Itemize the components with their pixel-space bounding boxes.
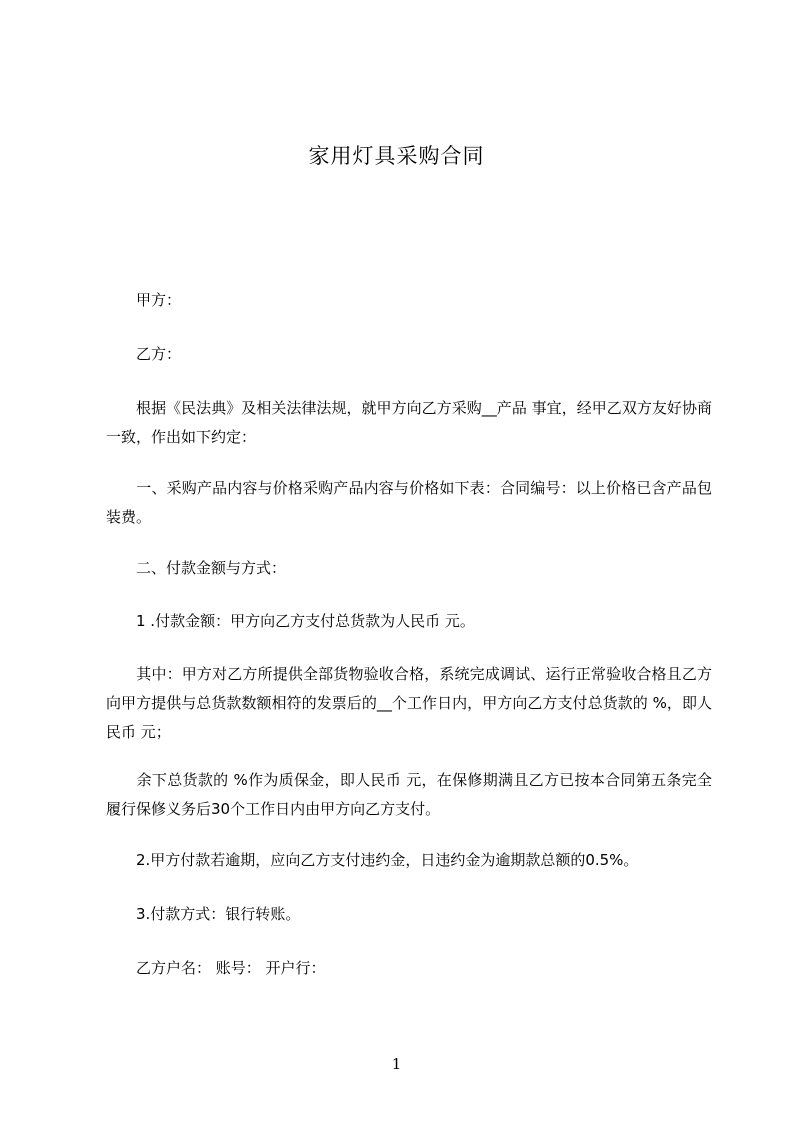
document-title: 家用灯具采购合同	[308, 144, 485, 168]
party-b-line: 乙方：	[106, 345, 182, 363]
bank-account-line: 乙方户名： 账号： 开户行：	[106, 959, 326, 977]
preamble-paragraph: 根据《民法典》及相关法律法规，就甲方向乙方采购__产品 事宜，经甲乙双方友好协商一致，作出如下约定：	[106, 399, 712, 446]
section-two-heading: 二、付款金额与方式：	[106, 559, 287, 577]
party-a-line: 甲方：	[106, 291, 182, 309]
section-one-paragraph: 一、采购产品内容与价格采购产品内容与价格如下表：合同编号：以上价格已含产品包装费。	[106, 479, 712, 526]
payment-amount-paragraph: 1 .付款金额：甲方向乙方支付总货款为人民币 元。	[106, 612, 475, 630]
payment-terms-paragraph: 其中：甲方对乙方所提供全部货物验收合格，系统完成调试、运行正常验收合格且乙方向甲方提供与总货款数额相符的发票后的__个工作日内，甲方向乙方支付总货款的 %，即人民币 元；	[106, 665, 712, 741]
payment-method-paragraph: 3.付款方式：银行转账。	[106, 905, 301, 923]
late-payment-paragraph: 2.甲方付款若逾期，应向乙方支付违约金，日违约金为逾期款总额的0.5%。	[106, 851, 639, 869]
warranty-deposit-paragraph: 余下总货款的 %作为质保金，即人民币 元，在保修期满且乙方已按本合同第五条完全履行保修义务后30个工作日内由甲方向乙方支付。	[106, 771, 712, 818]
page-number: 1	[391, 1055, 402, 1073]
